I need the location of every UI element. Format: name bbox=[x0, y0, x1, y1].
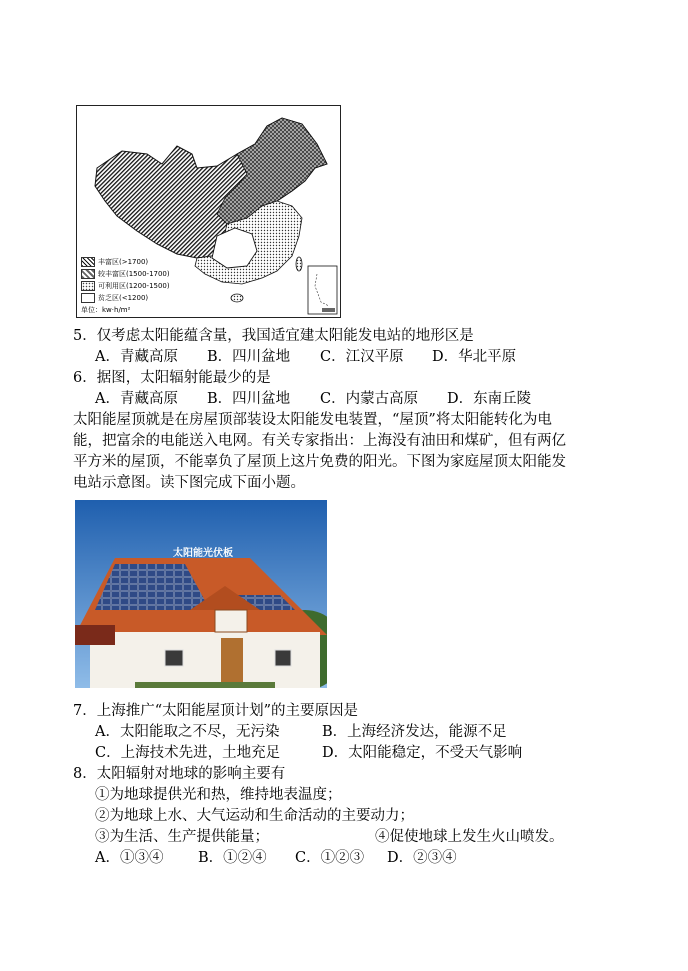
q8-item: ①为地球提供光和热，维持地表温度； bbox=[95, 787, 342, 803]
map-legend bbox=[81, 256, 170, 316]
solar-radiation-map bbox=[76, 105, 341, 318]
q8-option-b[interactable]: B．①②④ bbox=[198, 850, 267, 866]
q5-stem: 5．仅考虑太阳能蕴含量，我国适宜建太阳能发电站的地形区是 bbox=[73, 328, 474, 344]
q7-option-d[interactable]: D．太阳能稳定，不受天气影响 bbox=[322, 745, 523, 761]
q5-options bbox=[95, 347, 516, 367]
legend-item: 较丰富区(1500-1700) bbox=[81, 268, 170, 280]
dense-hatch-swatch-icon bbox=[81, 257, 95, 267]
legend-item: 可利用区(1200-1500) bbox=[81, 280, 170, 292]
hainan-island bbox=[231, 294, 243, 302]
q7-option-c[interactable]: C．上海技术先进，土地充足 bbox=[95, 745, 281, 761]
q8-options bbox=[95, 848, 457, 868]
cross-hatch-swatch-icon bbox=[81, 269, 95, 279]
q8-item: ④促使地球上发生火山喷发。 bbox=[375, 829, 564, 845]
taiwan-island bbox=[296, 257, 302, 271]
legend-item: 贫乏区(<1200) bbox=[81, 292, 170, 304]
q6-stem: 6．据图，太阳辐射能最少的是 bbox=[73, 370, 271, 386]
q8-option-c[interactable]: C．①②③ bbox=[295, 850, 365, 866]
q7-option-b[interactable]: B．上海经济发达，能源不足 bbox=[322, 724, 507, 740]
q6-options bbox=[95, 389, 531, 409]
q7-option-a[interactable]: A．太阳能取之不尽，无污染 bbox=[95, 724, 280, 740]
solar-panel-label: 太阳能光伏板 bbox=[173, 548, 233, 559]
q7-options-row1 bbox=[95, 722, 507, 742]
passage-line: 平方米的屋顶，不能辜负了屋顶上这片免费的阳光。下图为家庭屋顶太阳能发 bbox=[73, 454, 566, 470]
q5-option-a[interactable]: A．青藏高原 bbox=[95, 349, 178, 365]
q5-option-c[interactable]: C．江汉平原 bbox=[320, 349, 404, 365]
q6-option-c[interactable]: C．内蒙古高原 bbox=[320, 391, 419, 407]
passage-line: 能，把富余的电能送入电网。有关专家指出：上海没有油田和煤矿，但有两亿 bbox=[73, 433, 566, 449]
solar-roof-house-photo bbox=[75, 500, 327, 688]
q6-option-a[interactable]: A．青藏高原 bbox=[95, 391, 178, 407]
q8-item: ②为地球上水、大气运动和生命活动的主要动力； bbox=[95, 808, 414, 824]
legend-item: 丰富区(>1700) bbox=[81, 256, 170, 268]
q7-stem: 7．上海推广“太阳能屋顶计划”的主要原因是 bbox=[73, 703, 359, 719]
q6-option-b[interactable]: B．四川盆地 bbox=[207, 391, 291, 407]
q6-option-d[interactable]: D．东南丘陵 bbox=[447, 391, 532, 407]
map-unit: 单位：kw·h/m² bbox=[81, 306, 131, 314]
q5-option-d[interactable]: D．华北平原 bbox=[432, 349, 517, 365]
house-drawing bbox=[75, 500, 327, 688]
q8-option-a[interactable]: A．①③④ bbox=[95, 850, 164, 866]
q8-items-row bbox=[95, 827, 564, 847]
q5-option-b[interactable]: B．四川盆地 bbox=[207, 349, 291, 365]
south-china-sea-inset bbox=[308, 266, 337, 314]
q8-stem: 8．太阳辐射对地球的影响主要有 bbox=[73, 766, 286, 782]
passage-line: 电站示意图。读下图完成下面小题。 bbox=[73, 475, 305, 491]
dots-swatch-icon bbox=[81, 281, 95, 291]
q8-option-d[interactable]: D．②③④ bbox=[387, 850, 457, 866]
q8-item: ③为生活、生产提供能量； bbox=[95, 829, 269, 845]
passage-line: 太阳能屋顶就是在房屋顶部装设太阳能发电装置，“屋顶”将太阳能转化为电 bbox=[73, 412, 552, 428]
q7-options-row2 bbox=[95, 743, 522, 763]
blank-swatch-icon bbox=[81, 293, 95, 303]
